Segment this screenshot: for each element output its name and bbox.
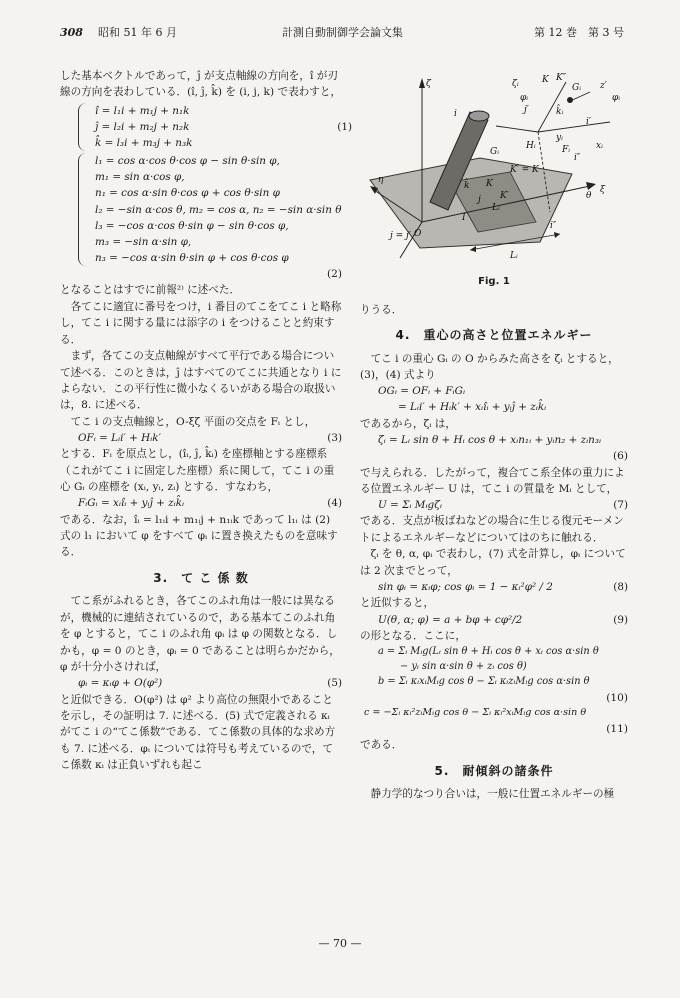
equation-7: U = Σᵢ Mᵢgζᵢ (7) — [360, 497, 628, 513]
paragraph: であるから，ζᵢ は， — [360, 417, 456, 430]
equation-line: a = Σᵢ Mᵢg(Lᵢ sin θ + Hᵢ cos θ + xᵢ cos α·sin θ — [378, 646, 599, 658]
svg-text:Lᵢ: Lᵢ — [510, 251, 518, 261]
paragraph: である． — [360, 739, 403, 752]
equation-line: î = l₁i + m₁j + n₁k — [95, 104, 190, 117]
paragraph: てこ系がふれるとき，各てこのふれ角は一般には異なるが，機械的に連結されているので，ある基本てこのふれ角を φ とすると，てこ i のふれ角 φᵢ は φ の関数となる．しかも，φ = 0 のとき，φᵢ = 0 であることは明らかだから，φ が十分小さければ， — [60, 595, 340, 674]
equation-line: n₁ = cos α·sin θ·cos φ + cos θ·sin φ — [95, 187, 280, 200]
figure-1 — [360, 62, 628, 272]
svg-text:Gᵢ: Gᵢ — [572, 83, 581, 93]
equation-line: l₁ = cos α·cos θ·cos φ − sin θ·sin φ, — [95, 155, 280, 168]
paragraph: 静力学的なつり合いは，一般に仕置エネルギーの極 — [370, 788, 615, 801]
equation-6: ζᵢ = Lᵢ sin θ + Hᵢ cos θ + xᵢn₁ᵢ + yᵢn₂ + zᵢn₃ᵢ — [378, 433, 602, 446]
svg-text:Lᵢ: Lᵢ — [492, 203, 500, 213]
svg-text:k̂ᵢ: k̂ᵢ — [556, 107, 564, 117]
paragraph: てこ i の重心 Gᵢ の O からみた高さを ζᵢ とすると，(3)，(4) 式より — [360, 352, 619, 381]
equation-number: (2) — [326, 268, 342, 281]
paragraph: てこ i の支点軸線と，O-ξζ 平面の交点を Fᵢ とし， — [70, 415, 316, 428]
svg-text:K′: K′ — [500, 191, 509, 201]
equation-line: n₃ = −cos α·sin θ·sin φ + cos θ·cos φ — [95, 251, 289, 264]
equation-line: m₁ = sin α·cos φ, — [95, 171, 185, 184]
svg-text:i: i — [454, 109, 457, 119]
equation-line: OGᵢ = OFᵢ + FᵢGᵢ — [378, 385, 466, 398]
paragraph: の形となる．ここに， — [360, 629, 466, 642]
svg-text:I: I — [462, 213, 466, 223]
running-header — [60, 24, 624, 42]
svg-text:xᵢ: xᵢ — [596, 141, 603, 151]
svg-text:i′: i′ — [586, 117, 591, 127]
paragraph: である．支点が板ばねなどの場合に生じる復元モーメントによるエネルギーなどについてはのちに触れる． — [360, 515, 624, 544]
equation-number: (5) — [327, 677, 342, 690]
section-heading-4: 4. 重心の高さと位置エネルギー — [395, 327, 593, 342]
svg-text:K: K — [486, 179, 493, 189]
equation-4: FᵢGᵢ = xᵢîᵢ + yᵢĵ + zᵢk̂ᵢ (4) — [60, 495, 342, 511]
section-heading-5: 5. 耐傾斜の諸条件 — [434, 763, 554, 778]
equation-line: = Lᵢi′ + Hᵢk′ + xᵢîᵢ + yᵢĵ + zᵢk̂ᵢ — [398, 401, 547, 414]
svg-text:j: j — [478, 195, 481, 205]
svg-text:K′ = K: K′ = K — [510, 165, 539, 175]
equation-number: (1) — [337, 120, 352, 133]
svg-text:i″: i″ — [550, 221, 557, 231]
page-footer: — 70 — — [318, 936, 362, 950]
svg-text:ξ: ξ — [600, 185, 605, 195]
equation-line: − yᵢ sin α·sin θ + zᵢ cos θ) — [400, 661, 527, 673]
equation-line: k̂ = l₃i + m₃j + n₃k — [95, 137, 193, 150]
svg-text:j′: j′ — [524, 105, 529, 115]
lever-end — [469, 111, 489, 121]
svg-text:Gᵢ: Gᵢ — [490, 147, 499, 157]
equation-number: (8) — [613, 581, 628, 594]
svg-text:η: η — [378, 175, 384, 185]
left-column — [60, 68, 352, 774]
lever-diagram — [360, 62, 628, 272]
right-column — [360, 62, 628, 803]
equation-5: φᵢ = κᵢφ + O(φ²) (5) — [60, 675, 342, 691]
equation-3: OFᵢ = Lᵢi′ + Hᵢk′ (3) — [60, 430, 342, 446]
journal-title: 計測自動制御学会論文集 — [282, 26, 403, 39]
page-number: 308 — [60, 26, 83, 39]
equation-number: (10) — [606, 691, 628, 704]
svg-text:Hᵢ: Hᵢ — [526, 141, 536, 151]
paragraph: りうる． — [360, 303, 403, 316]
equation-number: (9) — [613, 613, 628, 626]
equation-number: (3) — [327, 432, 342, 445]
svg-text:k̂: k̂ — [464, 181, 470, 191]
paragraph: とする．Fᵢ を原点とし，(îᵢ, ĵ, k̂ᵢ) を座標軸とする座標系（これがてこ i に固定した座標）系に関して，てこ i の重心 Gᵢ の座標を (xᵢ, yᵢ, zᵢ) とする．すなわち， — [60, 448, 335, 494]
equation-line: ĵ = l₂i + m₂j + n₂k (1) — [91, 119, 342, 135]
svg-text:φᵢ: φᵢ — [520, 93, 529, 103]
figure-caption: Fig. 1 — [478, 276, 510, 287]
equation-8: sin φᵢ = κᵢφ; cos φᵢ = 1 − κᵢ²φ² / 2 (8) — [360, 579, 628, 595]
equation-number: (4) — [327, 497, 342, 510]
paragraph: と近似できる．O(φ²) は φ² より高位の無限小であることを示し，その証明は 7. に述べる．(5) 式で定義される κᵢ がてこ i の“てこ係数”である．てこ係数の具体的な求め方も 7. に述べる．φᵢ については符号も考えているので，てこ係数 κᵢ は正負いずれも起こ — [60, 693, 336, 772]
paragraph: で与えられる．したがって，複合てこ系全体の重力による位置エネルギー U は，てこ i の質量を Mᵢ として， — [360, 466, 625, 495]
paragraph: となることはすでに前報²⁾ に述べた． — [60, 284, 241, 297]
issue-date: 昭和 51 年 6 月 — [98, 26, 177, 39]
equation-2 — [78, 153, 342, 266]
paragraph: まず，各てこの支点軸線がすべて平行である場合について述べる．このときは，ĵ はすべてのてこに共通となり i によらない．この平行性に微小なくるいがある場合の取扱いは，8. に述べる． — [60, 350, 342, 412]
svg-text:ζ: ζ — [426, 79, 431, 89]
svg-text:K: K — [542, 75, 549, 85]
svg-text:ζᵢ: ζᵢ — [512, 79, 519, 89]
equation-line: m₃ = −sin α·sin φ, — [95, 235, 192, 248]
paragraph: 各てこに適宜に番号をつけ，i 番目のてこをてこ i と略称し，てこ i に関する量には添字の i をつけることと約束する． — [60, 300, 342, 346]
paragraph: と近似すると， — [360, 597, 435, 610]
equation-number: (7) — [613, 499, 628, 512]
equation-line: l₃ = −cos α·cos θ·sin φ − sin θ·cos φ, — [95, 219, 289, 232]
equation-11: c = −Σᵢ κᵢ²zᵢMᵢg cos θ − Σᵢ κᵢ²xᵢMᵢg cos α·sin θ — [364, 707, 587, 719]
svg-text:θ: θ — [586, 191, 592, 201]
equation-line: l₂ = −sin α·cos θ, m₂ = cos α, n₂ = −sin α·sin θ — [95, 203, 342, 216]
equation-1 — [78, 103, 352, 151]
paragraph: ζᵢ を θ, α, φᵢ で表わし，(7) 式を計算し，φᵢ については 2 次までとって， — [360, 548, 626, 577]
section-heading-3: 3. て こ 係 数 — [153, 570, 249, 585]
equation-number: (6) — [612, 450, 628, 463]
paragraph: である．なお，îᵢ = l₁ᵢi + m₁ᵢj + n₁ᵢk であって l₁ᵢ は (2) 式の l₁ において φ をすべて φᵢ に置き換えたものを意味する． — [60, 513, 338, 559]
equation-9: U(θ, α; φ) = a + bφ + cφ²/2 (9) — [360, 612, 628, 628]
svg-text:Fᵢ: Fᵢ — [562, 145, 571, 155]
svg-text:yᵢ: yᵢ — [556, 133, 563, 143]
equation-10: b = Σᵢ κᵢxᵢMᵢg cos θ − Σᵢ κᵢzᵢMᵢg cos α·sin θ — [378, 676, 590, 688]
svg-text:φᵢ: φᵢ — [612, 93, 621, 103]
svg-text:O: O — [414, 229, 422, 239]
volume-number: 第 12 巻 第 3 号 — [534, 26, 624, 39]
paragraph: した基本ベクトルであって，ĵ が支点軸線の方向を，î が刃線の方向を表わしている．(î, ĵ, k̂) を (i, j, k) で表わすと， — [60, 70, 342, 99]
equation-number: (11) — [606, 722, 628, 735]
svg-text:j = j′: j = j′ — [390, 231, 411, 241]
svg-text:K″: K″ — [556, 73, 567, 83]
svg-text:i″: i″ — [574, 153, 581, 163]
svg-text:z′: z′ — [600, 81, 607, 91]
